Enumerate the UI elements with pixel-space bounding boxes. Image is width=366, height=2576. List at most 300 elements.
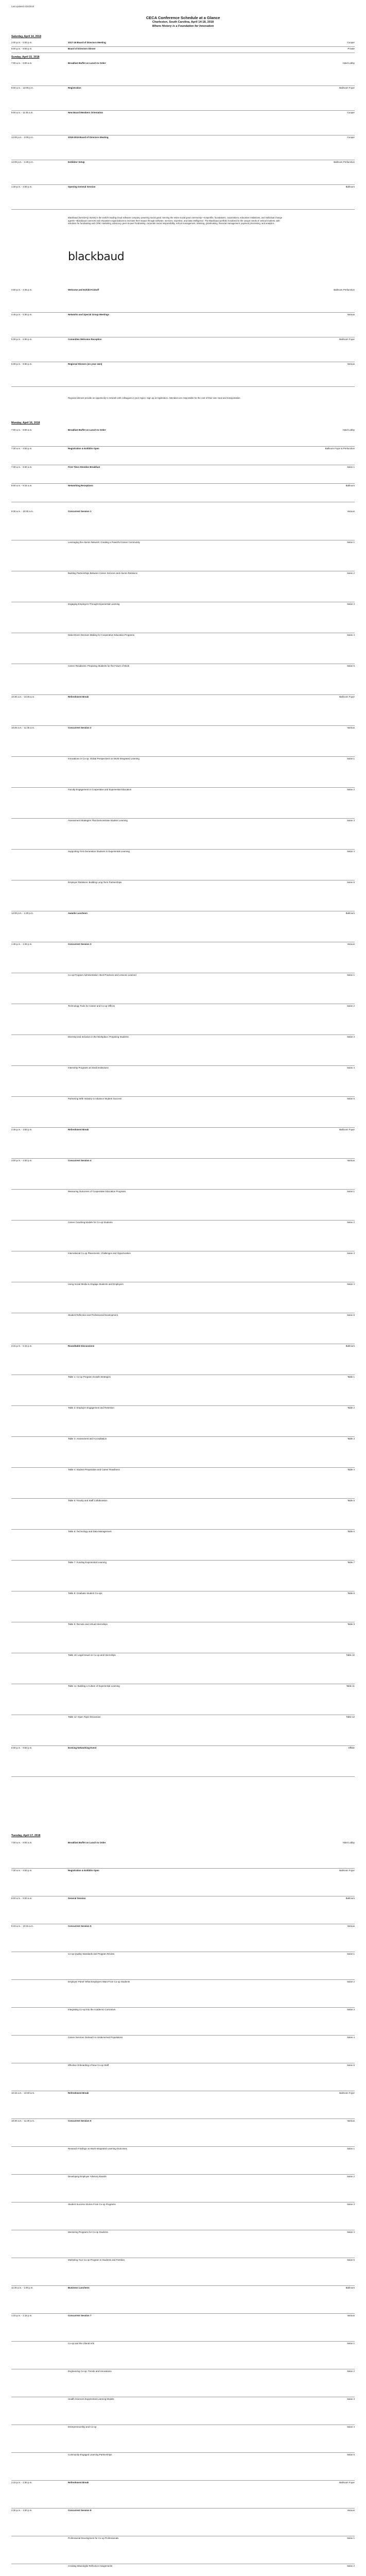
schedule-title: Registration & Exhibits Open (68, 447, 99, 450)
schedule-row (0, 2008, 366, 2014)
schedule-location: Various (347, 1159, 355, 1162)
schedule-title: Table 7: Funding Experiential Learning (68, 1561, 107, 1564)
schedule-time: 7:30 a.m. - 8:30 a.m. (11, 466, 32, 468)
row-divider (11, 446, 355, 447)
schedule-row (0, 2314, 366, 2320)
schedule-time: 9:15 a.m. - 10:15 a.m. (11, 1925, 33, 1927)
schedule-row (0, 1654, 366, 1659)
schedule-row (0, 2259, 366, 2264)
schedule-location: Various (347, 363, 355, 365)
schedule-time: 4:00 p.m. - 4:45 p.m. (11, 289, 32, 291)
schedule-title: Roundtable Discussions (68, 1345, 95, 1347)
schedule-location: Various (347, 2509, 355, 2512)
row-divider (11, 184, 355, 185)
page-subtitle-theme: Where History is a Foundation for Innovation (152, 25, 214, 28)
row-divider (11, 1189, 355, 1190)
row-divider (11, 2480, 355, 2481)
schedule-row (0, 1437, 366, 1443)
schedule-time: 12:00 p.m. - 1:30 p.m. (11, 161, 33, 163)
schedule-row (0, 136, 366, 142)
schedule-row (0, 1925, 366, 1930)
schedule-row (0, 1869, 366, 1875)
schedule-row (0, 665, 366, 670)
schedule-row (0, 572, 366, 578)
schedule-location: Salon 1 (347, 541, 355, 544)
schedule-title: Innovations in Co-op: Global Perspectives on Work-Integrated Learning (68, 757, 140, 760)
schedule-row (0, 881, 366, 887)
schedule-row (0, 1592, 366, 1598)
row-divider (11, 787, 355, 788)
row-divider (11, 110, 355, 111)
schedule-title: Table 6: Technology and Data Management (68, 1530, 112, 1533)
schedule-time: 2:00 p.m. - 5:00 p.m. (11, 41, 32, 44)
day-heading-saturday: Saturday, April 14, 2018 (11, 35, 41, 38)
schedule-row (0, 1345, 366, 1350)
schedule-location: Ballroom Foyer & Prefunction (325, 447, 355, 450)
schedule-location: Table 12 (346, 1716, 355, 1718)
schedule-time: 1:15 p.m. - 2:15 p.m. (11, 2314, 32, 2317)
schedule-time: 8:00 a.m. - 9:15 a.m. (11, 484, 32, 487)
schedule-title: Concurrent Session 3 (68, 943, 92, 945)
row-divider (11, 1065, 355, 1066)
schedule-time: 7:30 a.m. - 4:00 p.m. (11, 447, 32, 450)
schedule-row (0, 1097, 366, 1103)
schedule-location: Table 7 (347, 1561, 355, 1564)
schedule-row (0, 510, 366, 516)
schedule-title: Building Partnerships Between Career Services and Alumni Relations (68, 572, 137, 574)
schedule-title: Co-op Quality Standards and Program Review (68, 1953, 115, 1955)
schedule-time: 10:30 a.m. - 11:30 a.m. (11, 2120, 35, 2122)
schedule-location: Hotel Lobby (342, 429, 355, 431)
schedule-location: Various (347, 1925, 355, 1927)
schedule-row (0, 819, 366, 825)
schedule-time: 6:00 p.m. - 8:00 p.m. (11, 47, 32, 50)
schedule-location: Table 5 (347, 1499, 355, 1502)
schedule-row (0, 788, 366, 794)
schedule-time: 8:00 a.m. - 9:00 a.m. (11, 1897, 32, 1900)
schedule-time: 7:30 a.m. - 4:00 p.m. (11, 1869, 32, 1872)
row-divider (11, 1560, 355, 1561)
schedule-title: Table 9: Remote and Virtual Internships (68, 1623, 108, 1625)
schedule-title: Co-op Program Administration: Best Practices and Lessons Learned (68, 974, 136, 976)
schedule-title: Regional Dinners (on your own) (68, 363, 102, 365)
schedule-location: Table 10 (346, 1654, 355, 1656)
row-divider (11, 1220, 355, 1221)
schedule-title: Registration & Exhibits Open (68, 1869, 99, 1872)
schedule-row (0, 2481, 366, 2487)
schedule-time: 2:30 p.m. - 3:30 p.m. (11, 2509, 32, 2512)
schedule-title: Breakfast Buffet on Lunch to Order (68, 429, 106, 431)
schedule-row (0, 2398, 366, 2403)
row-divider (11, 2146, 355, 2147)
schedule-location: Salon 5 (347, 665, 355, 667)
schedule-location: Cooper (347, 136, 355, 139)
schedule-row (0, 1499, 366, 1505)
schedule-title: Table 12: Open Topic Discussion (68, 1716, 101, 1718)
schedule-row (0, 696, 366, 701)
schedule-title: Opening General Session (68, 185, 96, 188)
schedule-location: Salon 2 (347, 2565, 355, 2567)
schedule-location: Salon 2 (347, 2175, 355, 2178)
schedule-row (0, 313, 366, 319)
schedule-row (0, 2175, 366, 2181)
schedule-row (0, 1406, 366, 1412)
schedule-location: Salon 5 (347, 1314, 355, 1316)
schedule-location: Salon 3 (347, 819, 355, 822)
schedule-location: Hotel Lobby (342, 1841, 355, 1844)
schedule-row (0, 1716, 366, 1721)
schedule-location: Ballroom (345, 185, 355, 188)
row-divider (11, 1979, 355, 1980)
row-divider (11, 1158, 355, 1159)
schedule-row (0, 2286, 366, 2292)
schedule-location: Various (347, 313, 355, 316)
row-divider (11, 756, 355, 757)
schedule-title: First-Time Attendee Breakfast (68, 466, 100, 468)
schedule-title: Table 2: Employer Engagement and Retention (68, 1406, 114, 1409)
schedule-title: 2017-18 Board of Directors Meeting (68, 41, 106, 44)
day-heading-sunday: Sunday, April 15, 2018 (11, 56, 40, 59)
schedule-title: Awards Luncheon (68, 912, 88, 914)
schedule-row (0, 2147, 366, 2153)
schedule-location: Table 11 (346, 1685, 355, 1687)
schedule-time: 9:00 a.m. - 11:45 a.m. (11, 111, 33, 114)
schedule-location: Salon 2 (347, 1221, 355, 1224)
schedule-location: Private (347, 47, 355, 50)
schedule-row (0, 363, 366, 368)
schedule-time: 7:00 a.m. - 9:00 a.m. (11, 62, 32, 64)
page-subtitle-location: Charleston, South Carolina, April 14-18, 2018 (152, 21, 214, 24)
row-divider (11, 2313, 355, 2314)
schedule-title: Table 1: Co-op Program Growth Strategies (68, 1376, 111, 1378)
schedule-location: Various (347, 2120, 355, 2122)
schedule-location: Salon 3 (347, 1252, 355, 1255)
sponsor-logo (68, 245, 150, 266)
schedule-title: Table 5: Faculty and Staff Collaboration (68, 1499, 108, 1502)
schedule-location: Salon 1 (347, 466, 355, 468)
schedule-location: Salon 2 (347, 572, 355, 574)
row-divider (11, 2035, 355, 2036)
schedule-location: Ballroom Foyer (339, 338, 355, 341)
schedule-location: Salon 2 (347, 1005, 355, 1007)
schedule-title: Effective Onboarding of New Co-op Staff (68, 2064, 109, 2066)
row-divider (11, 2285, 355, 2286)
row-divider (11, 2007, 355, 2008)
schedule-title: Table 8: Graduate Student Co-ops (68, 1592, 102, 1595)
schedule-title: Student Success Stories From Co-op Programs (68, 2203, 116, 2206)
schedule-title: Engaging Employers Through Experiential Learning (68, 603, 120, 605)
schedule-row (0, 943, 366, 948)
schedule-time: 9:30 a.m. - 10:30 a.m. (11, 510, 33, 513)
schedule-title: Committee Welcome Reception (68, 338, 102, 341)
schedule-location: Various (347, 2314, 355, 2317)
row-divider (11, 2508, 355, 2509)
schedule-title: Concurrent Session 8 (68, 2509, 92, 2512)
schedule-title: Mentoring Programs for Co-op Students (68, 2231, 108, 2233)
schedule-row (0, 1747, 366, 1752)
schedule-title: Internship Programs at Small Institutions (68, 1066, 109, 1069)
schedule-title: Welcome and Exhibit Kickoff (68, 289, 99, 291)
schedule-title: Technology Tools for Career and Co-op Offices (68, 1005, 115, 1007)
schedule-location: Salon 5 (347, 2259, 355, 2261)
schedule-row (0, 338, 366, 344)
schedule-title: Networking Receptions (68, 484, 93, 487)
schedule-location: Cooper (347, 41, 355, 44)
schedule-row (0, 1841, 366, 1847)
schedule-title: Data-Driven Decision Making for Cooperative Education Programs (68, 634, 135, 636)
row-divider (11, 2452, 355, 2453)
schedule-row (0, 2370, 366, 2376)
schedule-row (0, 2036, 366, 2042)
schedule-title: Co-op and the Liberal Arts (68, 2342, 95, 2345)
schedule-location: Ballroom Foyer (339, 2092, 355, 2094)
schedule-location: Salon 1 (347, 974, 355, 976)
row-divider (11, 1529, 355, 1530)
schedule-row (0, 2537, 366, 2543)
schedule-row (0, 1623, 366, 1629)
schedule-row (0, 1252, 366, 1258)
schedule-row (0, 429, 366, 434)
schedule-title: Breakfast Buffet on Lunch to Order (68, 1841, 106, 1844)
schedule-row (0, 111, 366, 117)
schedule-title: Concurrent Session 1 (68, 510, 92, 513)
schedule-time: 7:00 a.m. - 8:00 a.m. (11, 429, 32, 431)
schedule-row (0, 1066, 366, 1072)
schedule-title: Integrating Co-op Into the Academic Curriculum (68, 2008, 116, 2011)
schedule-row (0, 757, 366, 763)
schedule-row (0, 1685, 366, 1690)
row-divider (11, 209, 355, 210)
schedule-time: 1:45 p.m. - 2:45 p.m. (11, 943, 32, 945)
schedule-title: Table 4: Student Preparation and Career Readiness (68, 1468, 120, 1471)
schedule-time: 7:00 a.m. - 8:00 a.m. (11, 1841, 32, 1844)
schedule-time: 11:45 a.m. - 1:00 p.m. (11, 2286, 33, 2289)
schedule-row (0, 2509, 366, 2515)
schedule-location: Ballroom Foyer (339, 1128, 355, 1131)
schedule-location: Salon 4 (347, 2231, 355, 2233)
schedule-row (0, 2064, 366, 2070)
schedule-row (0, 2203, 366, 2209)
schedule-title: Marketing Your Co-op Program to Students and Families (68, 2259, 125, 2261)
schedule-location: Ballroom (345, 484, 355, 487)
schedule-location: Table 4 (347, 1468, 355, 1471)
schedule-title: Leveraging the Alumni Network: Creating a Powerful Career Community (68, 541, 140, 544)
schedule-row (0, 541, 366, 547)
schedule-row (0, 1159, 366, 1165)
row-divider (11, 312, 355, 313)
schedule-location: Ballroom (345, 1897, 355, 1900)
schedule-title: Employer Relations: Building Long-Term Partnerships (68, 881, 122, 884)
schedule-row (0, 726, 366, 732)
schedule-row (0, 484, 366, 490)
schedule-location: Offsite (348, 1747, 355, 1749)
row-divider (11, 849, 355, 850)
schedule-row (0, 185, 366, 191)
schedule-location: Salon 5 (347, 2453, 355, 2456)
schedule-row (0, 1561, 366, 1567)
schedule-location: Salon 1 (347, 757, 355, 760)
row-divider (11, 46, 355, 47)
schedule-time: 3:00 p.m. - 4:00 p.m. (11, 1159, 32, 1162)
schedule-title: General Session (68, 1897, 86, 1900)
schedule-title: Professional Development for Co-op Professionals (68, 2537, 119, 2539)
schedule-row (0, 1376, 366, 1381)
row-divider (11, 694, 355, 695)
schedule-row (0, 1953, 366, 1958)
schedule-title: Registration (68, 87, 81, 89)
schedule-row (0, 466, 366, 471)
schedule-title: Concurrent Session 6 (68, 2120, 92, 2122)
schedule-time: 2:15 p.m. - 2:30 p.m. (11, 2481, 32, 2484)
schedule-location: Salon 2 (347, 788, 355, 791)
row-divider (11, 1096, 355, 1097)
row-divider (11, 1436, 355, 1437)
schedule-row (0, 1128, 366, 1134)
schedule-location: Ballroom (345, 1345, 355, 1347)
row-divider (11, 1776, 355, 1777)
schedule-row (0, 603, 366, 608)
schedule-row (0, 2092, 366, 2097)
schedule-location: Ballroom Prefunction (334, 289, 355, 291)
schedule-time: 5:30 p.m. - 6:30 p.m. (11, 338, 32, 341)
schedule-title: Measuring Outcomes of Cooperative Education Programs (68, 1190, 126, 1193)
schedule-location: Salon 4 (347, 2426, 355, 2428)
schedule-title: Career Services Outreach to Underserved Populations (68, 2036, 123, 2039)
schedule-row (0, 447, 366, 453)
schedule-row (0, 850, 366, 856)
schedule-row (0, 289, 366, 294)
schedule-location: Ballroom (345, 912, 355, 914)
row-divider (11, 483, 355, 484)
schedule-row (0, 1283, 366, 1289)
schedule-time: 4:15 p.m. - 5:15 p.m. (11, 1345, 32, 1347)
row-divider (11, 1498, 355, 1499)
row-divider (11, 818, 355, 819)
schedule-title: Exhibitor Setup (68, 161, 85, 163)
schedule-location: Salon 1 (347, 2342, 355, 2345)
schedule-location: Salon 4 (347, 634, 355, 636)
schedule-location: Salon 3 (347, 1036, 355, 1038)
schedule-title: Student Reflection and Professional Development (68, 1314, 118, 1316)
schedule-title: Community-Engaged Learning Partnerships (68, 2453, 112, 2456)
schedule-location: Hotel Lobby (342, 62, 355, 64)
schedule-row (0, 634, 366, 639)
last-updated: Last updated 4/20/2018 (11, 5, 34, 8)
schedule-location: Cooper (347, 111, 355, 114)
schedule-location: Salon 1 (347, 2537, 355, 2539)
schedule-row (0, 2120, 366, 2125)
schedule-location: Table 3 (347, 1437, 355, 1440)
schedule-title: Breakfast Buffet on Lunch to Order (68, 62, 106, 64)
schedule-row (0, 974, 366, 979)
schedule-time: 6:00 p.m. - 9:00 p.m. (11, 1747, 32, 1749)
schedule-title: Business Luncheon (68, 2286, 90, 2289)
schedule-location: Salon 1 (347, 1190, 355, 1193)
page-title: CECA Conference Schedule at a Glance (146, 15, 220, 20)
schedule-row (0, 1897, 366, 1903)
schedule-time: 8:00 a.m. - 12:00 p.m. (11, 87, 33, 89)
schedule-title: Board of Directors Dinner (68, 47, 96, 50)
schedule-title: Health Sciences Experiential Learning Models (68, 2398, 114, 2400)
schedule-row (0, 1468, 366, 1474)
schedule-title: 2018-2019 Board of Directors Meeting (68, 136, 109, 139)
schedule-location: Salon 1 (347, 2147, 355, 2150)
schedule-row (0, 1314, 366, 1319)
schedule-location: Table 6 (347, 1530, 355, 1533)
sponsor-logo-wordmark: blackbaud (68, 250, 125, 263)
schedule-location: Salon 3 (347, 603, 355, 605)
schedule-location: Salon 2 (347, 2370, 355, 2372)
schedule-location: Ballroom (345, 2286, 355, 2289)
schedule-location: Various (347, 726, 355, 729)
schedule-row (0, 2565, 366, 2570)
schedule-location: Table 1 (347, 1376, 355, 1378)
schedule-title: Table 10: Legal Issues in Co-op and Internships (68, 1654, 116, 1656)
schedule-title: Concurrent Session 5 (68, 1925, 92, 1927)
schedule-title: Career Coaching Models for Co-op Students (68, 1221, 113, 1224)
row-divider (11, 2341, 355, 2342)
schedule-title: Research Findings on Work-Integrated Learning Outcomes (68, 2147, 127, 2150)
schedule-time: 12:00 p.m. - 2:00 p.m. (11, 136, 33, 139)
schedule-row (0, 1036, 366, 1041)
day-heading-monday: Monday, April 16, 2018 (11, 421, 40, 425)
schedule-title: Using Social Media to Engage Students and Employers (68, 1283, 124, 1285)
schedule-location: Various (347, 510, 355, 513)
schedule-location: Salon 3 (347, 2203, 355, 2206)
schedule-title: Networks and Special Group Meetings (68, 313, 110, 316)
schedule-location: Table 8 (347, 1592, 355, 1595)
schedule-location: Salon 4 (347, 2036, 355, 2039)
schedule-location: Table 2 (347, 1406, 355, 1409)
schedule-title: Refreshment Break (68, 1128, 89, 1131)
schedule-title: Refreshment Break (68, 2092, 89, 2094)
schedule-title: Entrepreneurship and Co-op (68, 2426, 97, 2428)
schedule-title: Refreshment Break (68, 2481, 89, 2484)
schedule-title: Concurrent Session 4 (68, 1159, 92, 1162)
row-divider (11, 1745, 355, 1746)
schedule-row (0, 1530, 366, 1536)
schedule-title: Refreshment Break (68, 696, 89, 698)
schedule-title: Table 11: Building a Culture of Experiential Learning (68, 1685, 120, 1687)
schedule-title: Diversity and Inclusion in the Workplace: Preparing Students (68, 1036, 129, 1038)
schedule-title: Table 3: Assessment and Accreditation (68, 1437, 107, 1440)
schedule-row (0, 87, 366, 92)
schedule-row (0, 1190, 366, 1196)
schedule-row (0, 62, 366, 67)
row-divider (11, 1868, 355, 1869)
schedule-title: Concurrent Session 7 (68, 2314, 92, 2317)
schedule-location: Ballroom Foyer (339, 1869, 355, 1872)
schedule-time: 1:30 p.m. - 4:00 p.m. (11, 185, 32, 188)
schedule-title: Faculty Engagement in Cooperative and Experiential Education (68, 788, 132, 791)
schedule-title: Employer Panel: What Employers Want From Co-op Students (68, 1980, 130, 1983)
schedule-title: Assessment Strategies That Demonstrate Student Learning (68, 819, 128, 822)
schedule-title: Concurrent Session 2 (68, 726, 92, 729)
schedule-location: Salon 5 (347, 1097, 355, 1100)
schedule-title: Creating Meaningful Reflection Assignments (68, 2565, 113, 2567)
schedule-title: Developing Employer Advisory Boards (68, 2175, 107, 2178)
row-divider (11, 725, 355, 726)
schedule-time: 6:30 p.m. - 8:30 p.m. (11, 363, 32, 365)
day-heading-tuesday: Tuesday, April 17, 2018 (11, 1834, 41, 1837)
schedule-location: Table 9 (347, 1623, 355, 1625)
schedule-location: Salon 4 (347, 1066, 355, 1069)
row-divider (11, 1127, 355, 1128)
schedule-row (0, 2426, 366, 2431)
regional-dinner-note: Regional dinners provide an opportunity to network with colleagues in your region. Sign up at registration. Attendees are responsible for the cost of their own meal and transportation. (68, 397, 241, 399)
schedule-time: 10:30 a.m. - 10:45 a.m. (11, 696, 35, 698)
schedule-location: Ballroom Foyer (339, 696, 355, 698)
